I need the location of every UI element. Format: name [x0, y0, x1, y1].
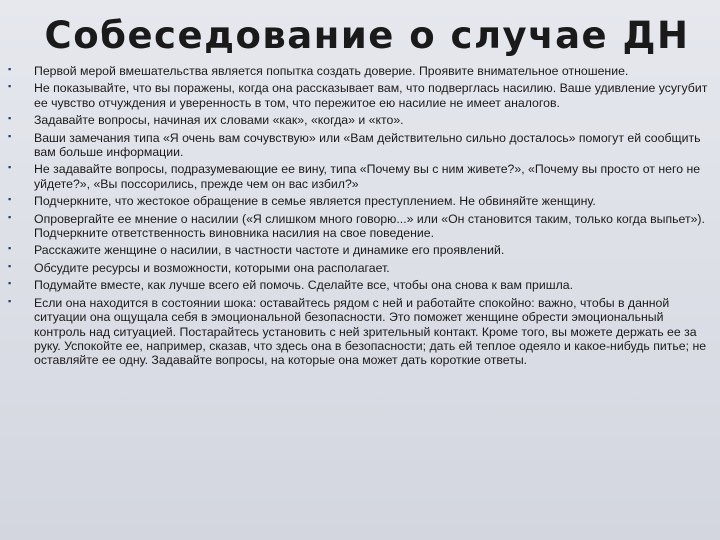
bullet-text: Первой мерой вмешательства является попытка создать доверие. Проявите внимательное отношение. — [34, 64, 629, 78]
square-bullet-icon — [8, 297, 16, 306]
square-bullet-icon — [8, 114, 16, 123]
bullet-text: Задавайте вопросы, начиная их словами «как», «когда» и «кто». — [34, 113, 404, 128]
square-bullet-icon — [8, 195, 16, 204]
bullet-item — [8, 194, 712, 208]
bullet-text: Ваши замечания типа «Я очень вам сочувствую» или «Вам действительно сильно досталось» помогут ей сообщить вам больше информации. — [34, 130, 701, 160]
bullet-item — [8, 278, 712, 292]
bullet-text: Не показывайте, что вы поражены, когда она рассказывает вам, что подверглась насилию. Ваше удивление усугубит ее чувство отчуждения и уверенность в том, что пережитое ею насилие не имеет аналогов. — [34, 81, 708, 110]
bullet-item — [8, 212, 712, 241]
square-bullet-icon — [8, 132, 16, 141]
bullet-text: Подчеркните, что жестокое обращение в семье является преступлением. Не обвиняйте женщину. — [34, 194, 596, 209]
bullet-text: Расскажите женщине о насилии, в частности частоте и динамике его проявлений. — [34, 243, 505, 258]
square-bullet-icon — [8, 82, 16, 91]
square-bullet-icon — [8, 163, 16, 172]
square-bullet-icon — [8, 244, 16, 253]
square-bullet-icon — [8, 262, 16, 271]
square-bullet-icon — [8, 213, 16, 222]
bullet-item — [8, 261, 712, 275]
bullet-text: Подумайте вместе, как лучше всего ей помочь. Сделайте все, чтобы она снова к вам пришла. — [34, 278, 574, 293]
bullet-item — [8, 162, 712, 191]
bullet-item — [8, 113, 712, 127]
slide-title: Собеседование о случае ДН — [44, 14, 690, 57]
bullet-text: Опровергайте ее мнение о насилии («Я слишком много говорю...» или «Он становится таким, только когда выпьет»). Подчеркните ответственность виновника насилия на свое поведение. — [34, 211, 705, 241]
bullet-item — [8, 131, 712, 160]
bullet-text: Не задавайте вопросы, подразумевающие ее вину, типа «Почему вы с ним живете?», «Почему вы просто от него не уйдете?», «Вы поссорились, прежде чем он вас избил?» — [34, 162, 701, 191]
bullet-text: Обсудите ресурсы и возможности, которыми она располагает. — [34, 260, 390, 275]
bullet-item — [8, 64, 712, 78]
bullet-item — [8, 296, 712, 368]
bullet-item — [8, 81, 712, 110]
bullet-text: Если она находится в состоянии шока: оставайтесь рядом с ней и работайте спокойно: важно, чтобы в данной ситуации она ощущала себя в эмоциональной безопасности. Это поможет женщине обрести эмоциональный контроль над ситуацией. Постарайтесь установить с ней зрительный контакт. Кроме того, вы можете держать ее за руку. Успокойте ее, например, сказав, что здесь она в безопасности; дать ей теплое одеяло и какое-нибудь питье; не оставляйте ее одну. Задавайте вопросы, на которые она может дать короткие ответы. — [34, 295, 707, 368]
square-bullet-icon — [8, 279, 16, 288]
bullet-list — [8, 64, 712, 371]
bullet-item — [8, 243, 712, 257]
square-bullet-icon — [8, 65, 16, 74]
